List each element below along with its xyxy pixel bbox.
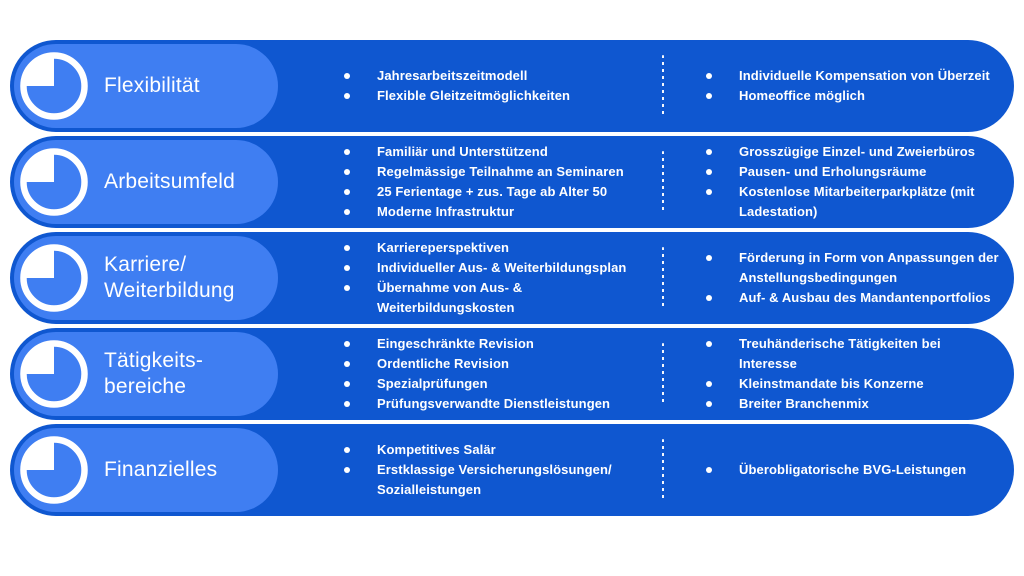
bullet-line: Interesse xyxy=(739,356,797,371)
bullet-line: Erstklassige Versicherungslösungen/ xyxy=(377,462,612,477)
bullet-line: Förderung in Form von Anpassungen der xyxy=(739,250,999,265)
bullet-item xyxy=(704,460,1000,480)
category-label xyxy=(104,73,200,99)
category-row xyxy=(10,232,1014,324)
bullet-item xyxy=(342,142,642,162)
bullet-line: Homeoffice möglich xyxy=(739,88,866,103)
bullet-item xyxy=(342,334,642,354)
bullet-item xyxy=(342,440,642,460)
category-label xyxy=(104,457,217,483)
bullet-list-left xyxy=(342,142,642,222)
bullet-line: Kostenlose Mitarbeiterparkplätze (mit xyxy=(739,184,975,199)
column-divider-dashed xyxy=(662,439,664,501)
bullet-item xyxy=(342,66,642,86)
bullet-item xyxy=(704,162,1000,182)
bullet-item xyxy=(704,66,1000,86)
category-row xyxy=(10,136,1014,228)
bullet-list-right xyxy=(704,66,1000,106)
bullet-item xyxy=(342,394,642,414)
bullet-line: Regelmässige Teilnahme an Seminaren xyxy=(377,164,624,179)
bullet-item xyxy=(704,182,1000,222)
bullet-list-right xyxy=(704,460,1000,480)
bullet-line: Spezialprüfungen xyxy=(377,376,488,391)
bullet-line: Breiter Branchenmix xyxy=(739,396,869,411)
bullet-line: Karriereperspektiven xyxy=(377,240,510,255)
bullet-line: Moderne Infrastruktur xyxy=(377,204,515,219)
bullet-line: 25 Ferientage + zus. Tage ab Alter 50 xyxy=(377,184,608,199)
bullet-item xyxy=(342,374,642,394)
bullet-item xyxy=(704,86,1000,106)
bullet-line: Sozialleistungen xyxy=(377,482,482,497)
bullet-line: Kleinstmandate bis Konzerne xyxy=(739,376,924,391)
category-pill xyxy=(14,140,278,224)
column-divider-dashed xyxy=(662,247,664,309)
bullet-item xyxy=(342,460,642,500)
bullet-list-right xyxy=(704,142,1000,222)
bullet-line: Auf- & Ausbau des Mandantenportfolios xyxy=(739,290,991,305)
bullet-item xyxy=(342,182,642,202)
bullet-item xyxy=(704,334,1000,374)
category-label-line: Karriere/ xyxy=(104,253,187,276)
category-row xyxy=(10,328,1014,420)
bullet-line: Individueller Aus- & Weiterbildungsplan xyxy=(377,260,627,275)
bullet-line: Eingeschränkte Revision xyxy=(377,336,534,351)
bullet-item xyxy=(342,278,642,318)
bullet-line: Treuhänderische Tätigkeiten bei xyxy=(739,336,941,351)
category-label xyxy=(104,348,203,400)
bullet-list-left xyxy=(342,238,642,318)
bullet-line: Individuelle Kompensation von Überzeit xyxy=(739,68,990,83)
bullet-line: Kompetitives Salär xyxy=(377,442,496,457)
bullet-line: Pausen- und Erholungsräume xyxy=(739,164,927,179)
category-pill xyxy=(14,236,278,320)
category-label xyxy=(104,252,235,304)
bullet-item xyxy=(342,86,642,106)
bullet-item xyxy=(704,374,1000,394)
bullet-item xyxy=(704,142,1000,162)
category-label-line: Finanzielles xyxy=(104,458,218,481)
pie-quarter-icon xyxy=(17,145,91,219)
bullet-item xyxy=(704,248,1000,288)
bullet-line: Weiterbildungskosten xyxy=(377,300,515,315)
bullet-item xyxy=(342,202,642,222)
category-label-line: Arbeitsumfeld xyxy=(104,170,235,193)
bullet-item xyxy=(342,162,642,182)
bullet-item xyxy=(342,238,642,258)
bullet-list-left xyxy=(342,66,642,106)
bullet-line: Jahresarbeitszeitmodell xyxy=(377,68,528,83)
bullet-line: Prüfungsverwandte Dienstleistungen xyxy=(377,396,611,411)
category-row xyxy=(10,40,1014,132)
category-pill xyxy=(14,44,278,128)
category-label-line: Weiterbildung xyxy=(104,279,235,302)
bullet-line: Familiär und Unterstützend xyxy=(377,144,548,159)
bullet-line: Grosszügige Einzel- und Zweierbüros xyxy=(739,144,976,159)
bullet-list-right xyxy=(704,248,1000,308)
bullet-line: Ladestation) xyxy=(739,204,818,219)
column-divider-dashed xyxy=(662,55,664,117)
bullet-line: Anstellungsbedingungen xyxy=(739,270,898,285)
category-label xyxy=(104,169,235,195)
bullet-list-right xyxy=(704,334,1000,414)
category-label-line: bereiche xyxy=(104,375,187,398)
category-pill xyxy=(14,428,278,512)
pie-quarter-icon xyxy=(17,337,91,411)
bullet-item xyxy=(342,258,642,278)
bullet-line: Überobligatorische BVG-Leistungen xyxy=(739,462,967,477)
bullet-item xyxy=(342,354,642,374)
bullet-list-left xyxy=(342,440,642,500)
bullet-item xyxy=(704,394,1000,414)
pie-quarter-icon xyxy=(17,433,91,507)
bullet-item xyxy=(704,288,1000,308)
pie-quarter-icon xyxy=(17,49,91,123)
column-divider-dashed xyxy=(662,151,664,213)
bullet-list-left xyxy=(342,334,642,414)
column-divider-dashed xyxy=(662,343,664,405)
category-rows xyxy=(10,40,1014,516)
bullet-line: Flexible Gleitzeitmöglichkeiten xyxy=(377,88,571,103)
category-pill xyxy=(14,332,278,416)
category-row xyxy=(10,424,1014,516)
category-label-line: Flexibilität xyxy=(104,74,200,97)
bullet-line: Ordentliche Revision xyxy=(377,356,510,371)
pie-quarter-icon xyxy=(17,241,91,315)
bullet-line: Übernahme von Aus- & xyxy=(377,280,523,295)
category-label-line: Tätigkeits- xyxy=(104,349,204,372)
